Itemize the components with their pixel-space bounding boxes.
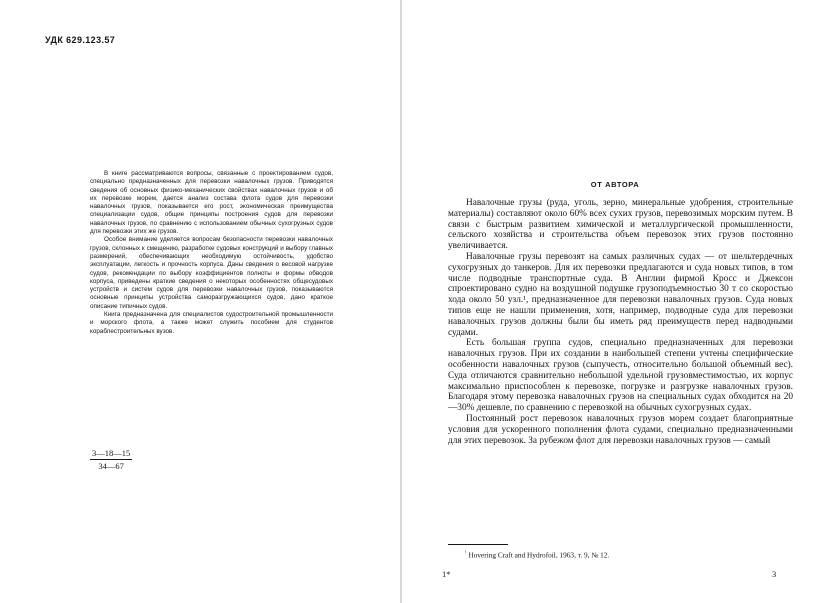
footnote-rule: [448, 544, 508, 545]
annotation-paragraph: Книга предназначена для специалистов судостроительной промышленности и морского флота, а также может служить пособием для студентов кораблестроительных вузов.: [90, 311, 333, 335]
catalog-code: [90, 448, 132, 471]
annotation-block: [90, 170, 333, 336]
body-text: [448, 198, 793, 446]
page-number: 3: [772, 569, 777, 579]
right-page: [415, 0, 815, 603]
printer-signature: 1*: [442, 569, 451, 579]
body-paragraph: Постоянный рост перевозок навалочных грузов морем создает благоприятные условия для ускоренного пополнения флота судами, специально предназначенными для этих перевозок. За рубежом флот для перевозки навалочных грузов — самый: [448, 413, 793, 446]
catalog-code-numerator: 3—18—15: [92, 448, 131, 458]
page-gutter: [400, 0, 402, 603]
section-heading: ОТ АВТОРА: [590, 180, 640, 189]
udk-code: УДК 629.123.57: [45, 35, 116, 45]
left-page: [0, 0, 400, 603]
footnote: [465, 549, 785, 559]
footnote-mark: ¹: [465, 550, 467, 556]
annotation-paragraph: Особое внимание уделяется вопросам безопасности перевозки навалочных грузов, склонных к смещению, разработке судовых конструкций и выбору главных размерений, обеспечивающих необходимую остойчивость, удобство эксплуатации, легкость и прочность корпуса. Даны сведения о весовой нагрузке судов, рекомендации по выбору коэффициентов полноты и формы обводов корпуса, приведены краткие сведения о некоторых особенностях общесудовых устройств и систем судов для перевозки навалочных грузов, показываются основные принципы устройства саморазгружающихся судов, дано краткое описание типичных судов.: [90, 236, 333, 310]
annotation-paragraph: В книге рассматриваются вопросы, связанные с проектированием судов, специально предназначенных для перевозки навалочных грузов. Приводятся сведения об основных физико-механических свойствах навалочных грузов и об их перевозке морем, дается анализ состава флота судов для перевозки навалочных грузов, показывается его рост, экономическая преимущества специализации судов, общие принципы построения судов для перевозки навалочных грузов, по сравнению с использованием обычных сухогрузных судов для перевозки этих же грузов.: [90, 170, 333, 236]
body-paragraph: Есть большая группа судов, специально предназначенных для перевозки навалочных грузов. При их создании в наибольшей степени учтены специфические особенности навалочных грузов (сыпучесть, относительно большой объемный вес). Суда отличаются сравнительно небольшой удельной грузовместимостью, их корпус максимально приспособлен к перевозке, погрузке и разгрузке навалочных грузов. Благодаря этому перевозка навалочных грузов на специальных судах обходится на 20—30% дешевле, по сравнению с перевозкой на обычных сухогрузных судах.: [448, 338, 793, 414]
body-paragraph: Навалочные грузы (руда, уголь, зерно, минеральные удобрения, строительные материалы) составляют около 60% всех сухих грузов, перевозимых морским путем. В связи с быстрым развитием химической и металлургической промышленности, сельского хозяйства и строительства объем перевозок этих грузов постоянно увеличивается.: [448, 198, 793, 252]
body-paragraph: Навалочные грузы перевозят на самых различных судах — от шельтердечных сухогрузных до танкеров. Для их перевозки предлагаются и суда новых типов, в том числе подводные транспортные суда. В Англии фирмой Кросс и Джексон спроектировано судно на воздушной подушке грузоподъемностью 30 т со скоростью хода около 50 узл.¹, предназначенное для перевозки навалочных грузов. Суда новых типов еще не нашли применения, хотя, например, подводные суда для перевозки навалочных грузов должны были бы иметь ряд преимуществ перед надводными судами.: [448, 251, 793, 338]
footnote-text: Hovering Craft and Hydrofoil, 1963, т. 9, № 12.: [468, 550, 610, 560]
catalog-code-denominator: 34—67: [98, 461, 124, 471]
